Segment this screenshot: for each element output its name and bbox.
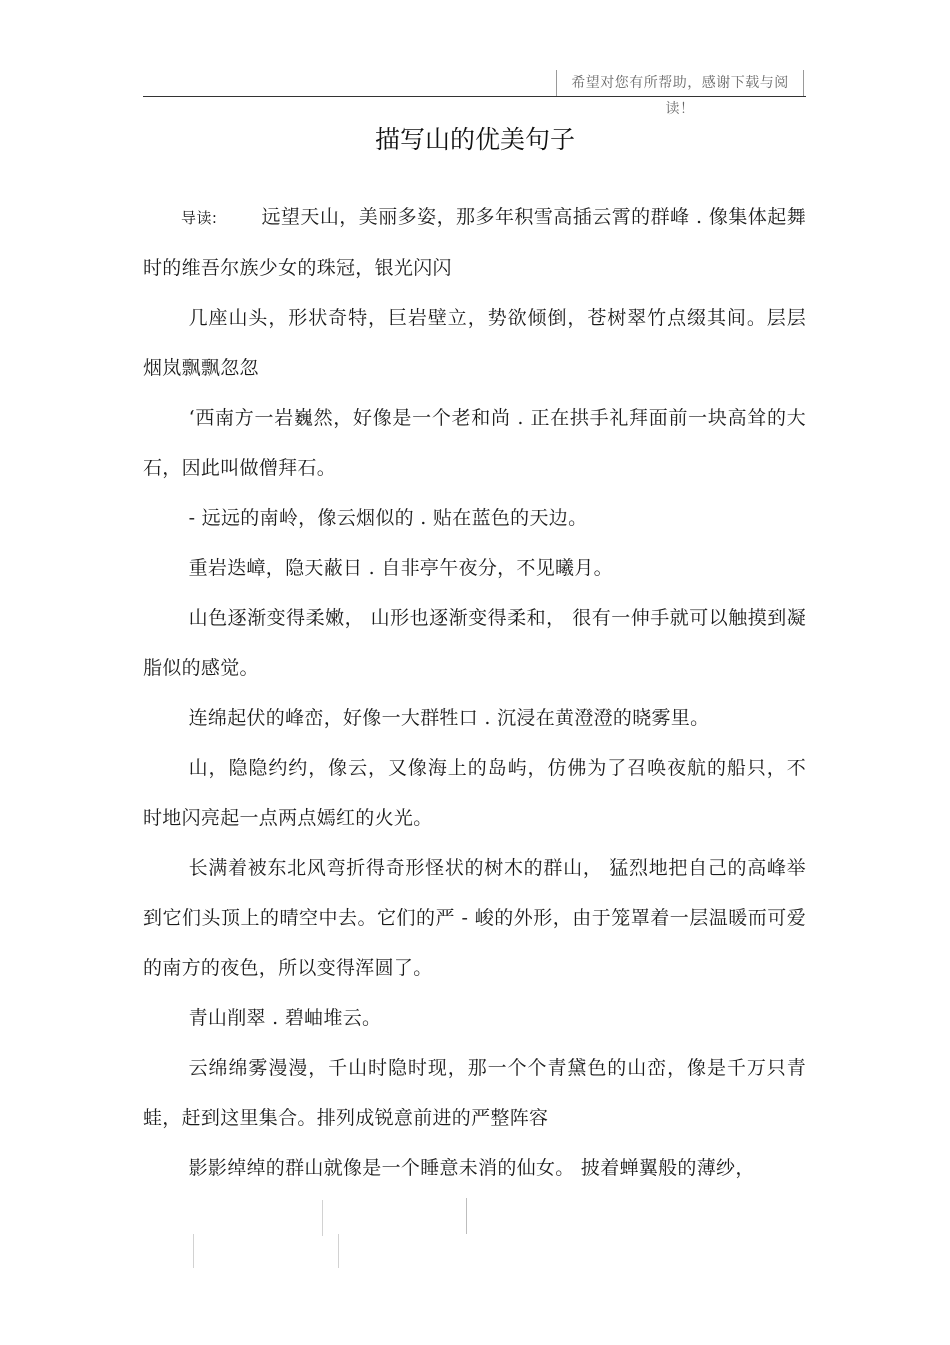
scan-line: [322, 1200, 323, 1236]
lead-text: 远望天山，美丽多姿，那多年积雪高插云霄的群峰 . 像集体起舞时的维吾尔族少女的珠冠，银光闪闪: [143, 206, 806, 279]
paragraph: 重岩迭嶂，隐天蔽日 . 自非亭午夜分，不见曦月。: [188, 557, 613, 579]
header-note: 希望对您有所帮助，感谢下载与阅读！: [556, 70, 804, 96]
header-rule: [143, 96, 806, 97]
paragraph: 青山削翠 . 碧岫堆云。: [188, 1007, 382, 1029]
paragraph: 山色逐渐变得柔嫩， 山形也逐渐变得柔和， 很有一伸手就可以触摸到凝脂似的感觉。: [143, 607, 806, 679]
paragraph: 长满着被东北风弯折得奇形怪状的树木的群山， 猛烈地把自己的高峰举到它们头顶上的晴空中去。它们的严 - 峻的外形，由于笼罩着一层温暖而可爱的南方的夜色，所以变得浑圆了。: [143, 857, 806, 979]
paragraph: - 远远的南岭，像云烟似的 . 贴在蓝色的天边。: [188, 507, 588, 529]
scan-line: [193, 1234, 194, 1268]
paragraph: 几座山头，形状奇特，巨岩壁立，势欲倾倒，苍树翠竹点缀其间。层层烟岚飘飘忽忽: [143, 307, 806, 379]
paragraph: 云绵绵雾漫漫，千山时隐时现，那一个个青黛色的山峦，像是千万只青蛙，赶到这里集合。排列成锐意前进的严整阵容: [143, 1057, 806, 1129]
paragraph: 连绵起伏的峰峦，好像一大群牲口 . 沉浸在黄澄澄的晓雾里。: [188, 707, 710, 729]
document-title: 描写山的优美句子: [374, 125, 575, 154]
paragraph: ‘西南方一岩巍然，好像是一个老和尚 . 正在拱手礼拜面前一块高耸的大石，因此叫做僧拜石。: [143, 407, 806, 479]
lead-label: 导读:: [181, 209, 218, 227]
scan-line: [338, 1234, 339, 1268]
lead-paragraph: [143, 192, 806, 293]
document-body: [143, 192, 806, 1193]
scan-line: [466, 1198, 467, 1234]
paragraph: 山，隐隐约约，像云，又像海上的岛屿，仿佛为了召唤夜航的船只，不时地闪亮起一点两点嫣红的火光。: [143, 757, 806, 829]
paragraph: 影影绰绰的群山就像是一个睡意未消的仙女。 披着蝉翼般的薄纱，: [188, 1157, 755, 1179]
